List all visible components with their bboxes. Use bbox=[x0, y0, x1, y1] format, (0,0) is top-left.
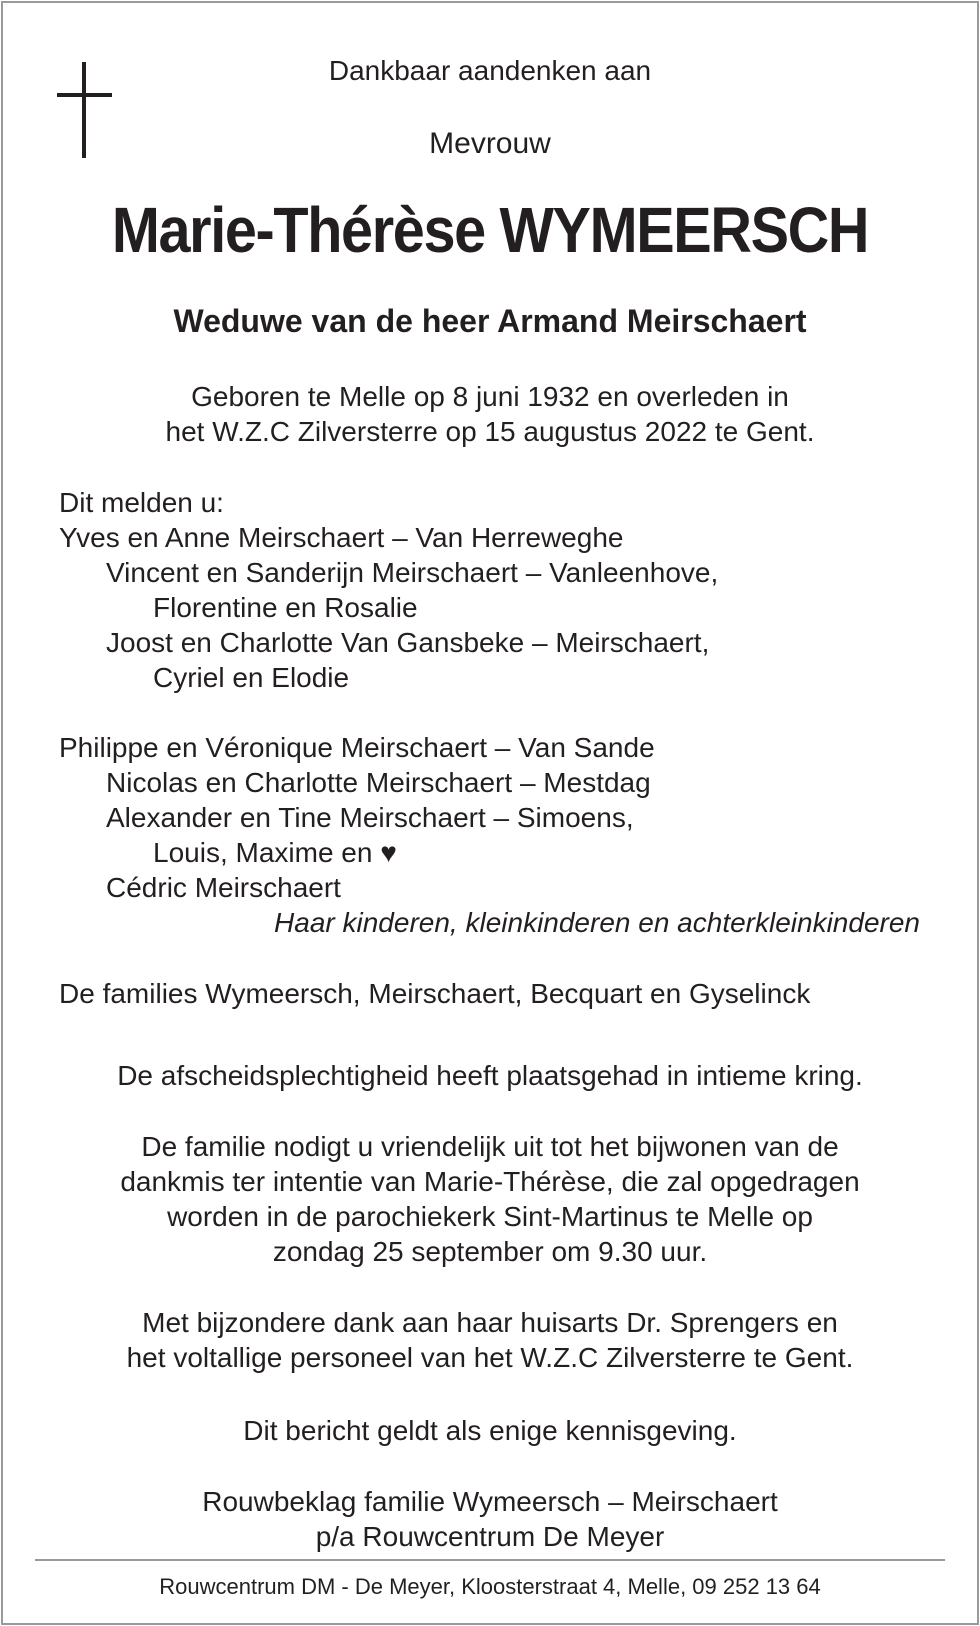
family-line: Nicolas en Charlotte Meirschaert – Mestdag bbox=[106, 767, 651, 798]
thanks-text-line: Met bijzondere dank aan haar huisarts Dr. Sprengers en bbox=[142, 1307, 838, 1338]
family-line: Florentine en Rosalie bbox=[153, 592, 418, 623]
spouse-line: Weduwe van de heer Armand Meirschaert bbox=[173, 303, 807, 339]
footer-text: Rouwcentrum DM - De Meyer, Kloosterstraat 4, Melle, 09 252 13 64 bbox=[159, 1574, 821, 1599]
deceased-name: Marie-Thérèse WYMEERSCH bbox=[111, 194, 869, 266]
address-line: p/a Rouwcentrum De Meyer bbox=[315, 1521, 665, 1552]
announcers-intro: Dit melden u: bbox=[59, 487, 224, 518]
families-line: De families Wymeersch, Meirschaert, Becquart en Gyselinck bbox=[59, 978, 811, 1009]
notice-text: Dit bericht geldt als enige kennisgeving. bbox=[243, 1415, 737, 1446]
family-line: Vincent en Sanderijn Meirschaert – Vanleenhove, bbox=[106, 557, 719, 588]
footer-divider bbox=[35, 1559, 945, 1561]
mass-text-line: dankmis ter intentie van Marie-Thérèse, die zal opgedragen bbox=[120, 1166, 860, 1197]
birth-death-line: Geboren te Melle op 8 juni 1932 en overleden in bbox=[191, 381, 789, 412]
family-line: Yves en Anne Meirschaert – Van Herreweghe bbox=[59, 522, 624, 553]
ceremony-text: De afscheidsplechtigheid heeft plaatsgehad in intieme kring. bbox=[117, 1060, 863, 1091]
relation-line: Haar kinderen, kleinkinderen en achterkleinkinderen bbox=[274, 907, 920, 938]
address-line: Rouwbeklag familie Wymeersch – Meirschaert bbox=[202, 1486, 778, 1517]
family-line: Cédric Meirschaert bbox=[106, 872, 341, 903]
intro-text: Dankbaar aandenken aan bbox=[328, 55, 652, 86]
mass-text-line: worden in de parochiekerk Sint-Martinus te Melle op bbox=[167, 1201, 813, 1232]
thanks-text-line: het voltallige personeel van het W.Z.C Zilversterre te Gent. bbox=[126, 1342, 854, 1373]
family-line: Cyriel en Elodie bbox=[153, 662, 350, 693]
family-line: Alexander en Tine Meirschaert – Simoens, bbox=[106, 802, 634, 833]
family-line: Louis, Maxime en ♥ bbox=[153, 837, 397, 868]
mass-text-line: zondag 25 september om 9.30 uur. bbox=[272, 1236, 708, 1267]
birth-death-line: het W.Z.C Zilversterre op 15 augustus 2022 te Gent. bbox=[165, 416, 815, 447]
family-line: Joost en Charlotte Van Gansbeke – Meirschaert, bbox=[106, 627, 710, 658]
mass-text-line: De familie nodigt u vriendelijk uit tot het bijwonen van de bbox=[141, 1131, 839, 1162]
salutation: Mevrouw bbox=[429, 127, 551, 160]
family-line: Philippe en Véronique Meirschaert – Van Sande bbox=[59, 732, 655, 763]
